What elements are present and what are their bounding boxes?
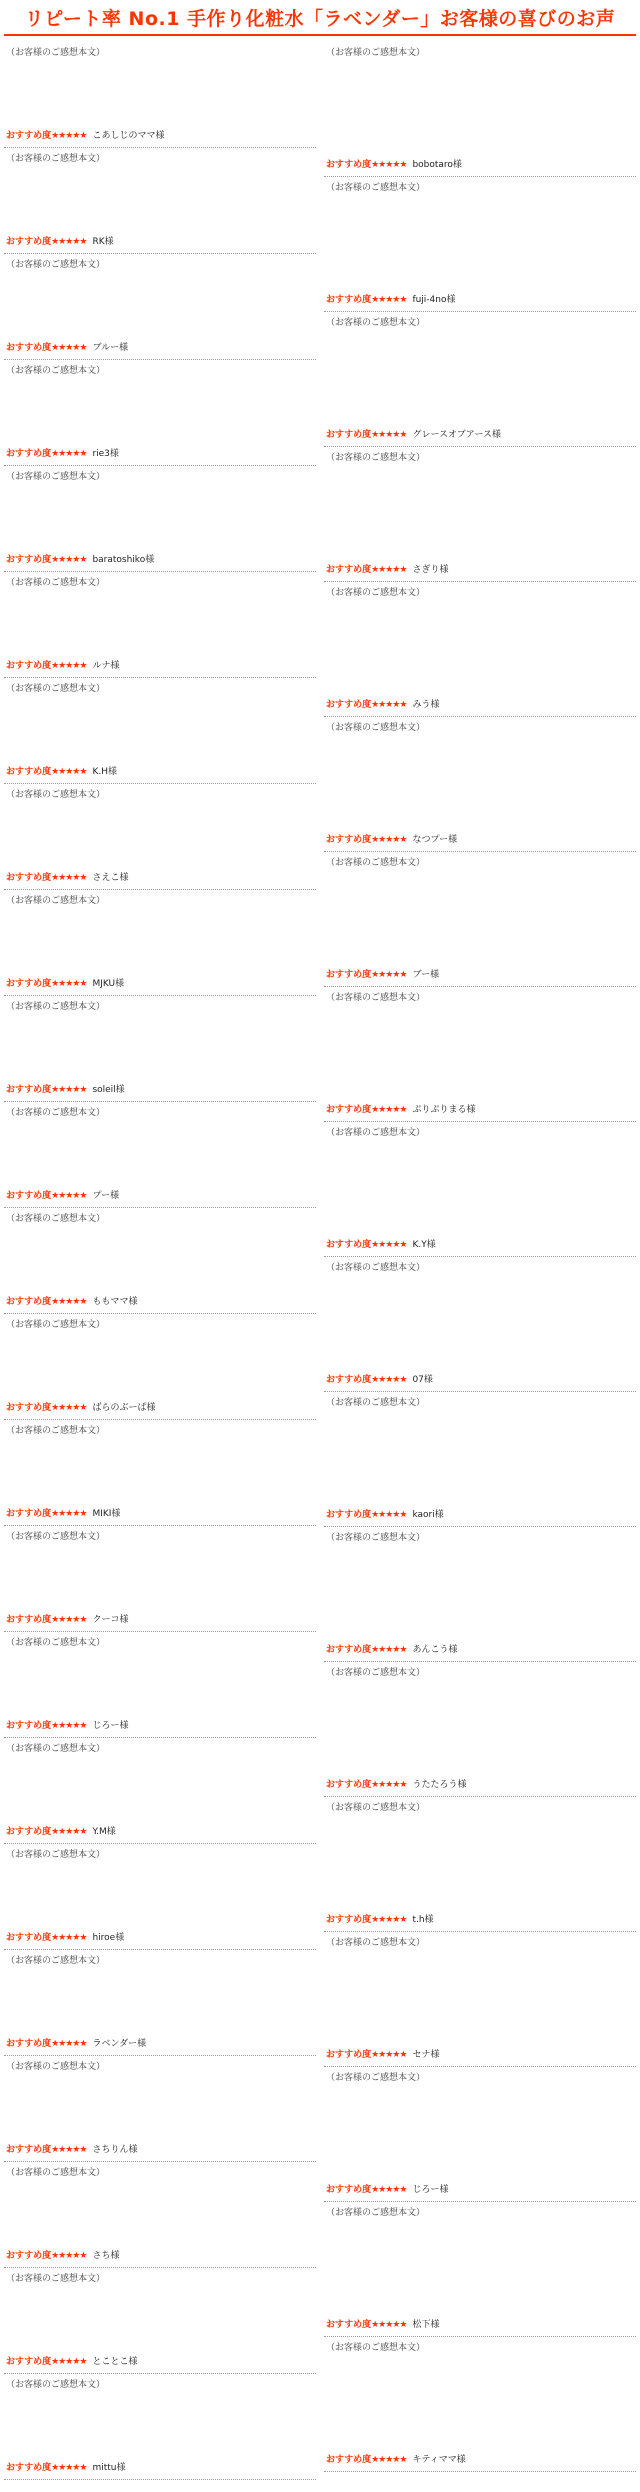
review-body: （お客様のご感想本文） bbox=[326, 1533, 426, 1543]
review-item bbox=[324, 1932, 636, 2067]
star-rating-icon: ★★★★★ bbox=[371, 700, 407, 710]
review-item bbox=[4, 1526, 316, 1632]
review-item bbox=[4, 2162, 316, 2268]
reviewer-name: なつプー様 bbox=[412, 835, 458, 845]
review-body: （お客様のご感想本文） bbox=[6, 1002, 106, 1012]
review-item bbox=[4, 2268, 316, 2374]
review-body: （お客様のご感想本文） bbox=[6, 790, 106, 800]
review-meta bbox=[326, 428, 634, 442]
review-meta bbox=[6, 1719, 314, 1733]
star-rating-icon: ★★★★★ bbox=[51, 237, 87, 247]
reviewer-name: ばらのぶーぱ様 bbox=[92, 1403, 156, 1413]
review-meta bbox=[6, 1825, 314, 1839]
reviewer-name: クーコ様 bbox=[92, 1615, 129, 1625]
review-body: （お客様のご感想本文） bbox=[326, 1128, 426, 1138]
review-item bbox=[324, 2202, 636, 2337]
rating-label: おすすめ度 bbox=[326, 1915, 372, 1925]
star-rating-icon: ★★★★★ bbox=[51, 1721, 87, 1731]
right-column bbox=[324, 42, 636, 2480]
rating-label: おすすめ度 bbox=[6, 2357, 52, 2367]
review-item bbox=[4, 1844, 316, 1950]
review-item bbox=[4, 42, 316, 148]
star-rating-icon: ★★★★★ bbox=[371, 835, 407, 845]
review-body: （お客様のご感想本文） bbox=[6, 896, 106, 906]
review-meta bbox=[326, 2453, 634, 2467]
rating-label: おすすめ度 bbox=[326, 2320, 372, 2330]
star-rating-icon: ★★★★★ bbox=[51, 555, 87, 565]
review-body: （お客様のご感想本文） bbox=[326, 183, 426, 193]
review-meta bbox=[326, 968, 634, 982]
review-meta bbox=[326, 1778, 634, 1792]
reviewer-name: ルナ様 bbox=[92, 661, 120, 671]
reviewer-name: kaori様 bbox=[412, 1510, 444, 1520]
rating-label: おすすめ度 bbox=[326, 2455, 372, 2465]
review-meta bbox=[6, 553, 314, 567]
reviewer-name: Y.M様 bbox=[92, 1827, 116, 1837]
review-meta bbox=[6, 2037, 314, 2051]
review-body: （お客様のご感想本文） bbox=[326, 2073, 426, 2083]
review-body: （お客様のご感想本文） bbox=[6, 1108, 106, 1118]
reviewer-name: じろー様 bbox=[412, 2185, 449, 2195]
review-item bbox=[324, 2067, 636, 2202]
rating-label: おすすめ度 bbox=[326, 970, 372, 980]
review-meta bbox=[6, 1507, 314, 1521]
review-meta bbox=[6, 871, 314, 885]
review-meta bbox=[6, 129, 314, 143]
reviewer-name: baratoshiko様 bbox=[92, 555, 155, 565]
reviewer-name: fuji-4no様 bbox=[412, 295, 456, 305]
review-body: （お客様のご感想本文） bbox=[6, 472, 106, 482]
page-title: リピート率 No.1 手作り化粧水「ラベンダー」お客様の喜びのお声 bbox=[4, 0, 636, 36]
rating-label: おすすめ度 bbox=[326, 2050, 372, 2060]
star-rating-icon: ★★★★★ bbox=[51, 1297, 87, 1307]
review-meta bbox=[326, 2183, 634, 2197]
star-rating-icon: ★★★★★ bbox=[371, 2050, 407, 2060]
reviewer-name: こあしじのママ様 bbox=[92, 131, 165, 141]
rating-label: おすすめ度 bbox=[326, 430, 372, 440]
review-meta bbox=[6, 1083, 314, 1097]
rating-label: おすすめ度 bbox=[6, 1403, 52, 1413]
review-meta bbox=[6, 659, 314, 673]
rating-label: おすすめ度 bbox=[6, 2145, 52, 2155]
star-rating-icon: ★★★★★ bbox=[51, 1933, 87, 1943]
reviewer-name: とことこ様 bbox=[92, 2357, 138, 2367]
review-item bbox=[324, 1122, 636, 1257]
rating-label: おすすめ度 bbox=[6, 1085, 52, 1095]
rating-label: おすすめ度 bbox=[326, 1375, 372, 1385]
star-rating-icon: ★★★★★ bbox=[51, 1827, 87, 1837]
review-item bbox=[4, 2374, 316, 2480]
rating-label: おすすめ度 bbox=[6, 1615, 52, 1625]
rating-label: おすすめ度 bbox=[6, 661, 52, 671]
rating-label: おすすめ度 bbox=[326, 1645, 372, 1655]
review-meta bbox=[326, 1238, 634, 1252]
review-item bbox=[4, 1950, 316, 2056]
review-meta bbox=[6, 977, 314, 991]
review-item bbox=[4, 890, 316, 996]
rating-label: おすすめ度 bbox=[6, 449, 52, 459]
rating-label: おすすめ度 bbox=[326, 1105, 372, 1115]
review-item bbox=[4, 1314, 316, 1420]
star-rating-icon: ★★★★★ bbox=[51, 343, 87, 353]
reviewer-name: うたたろう様 bbox=[412, 1780, 467, 1790]
review-body: （お客様のご感想本文） bbox=[326, 723, 426, 733]
star-rating-icon: ★★★★★ bbox=[51, 1509, 87, 1519]
review-meta bbox=[6, 1295, 314, 1309]
rating-label: おすすめ度 bbox=[6, 2039, 52, 2049]
rating-label: おすすめ度 bbox=[6, 1933, 52, 1943]
star-rating-icon: ★★★★★ bbox=[51, 1403, 87, 1413]
rating-label: おすすめ度 bbox=[326, 835, 372, 845]
review-body: （お客様のご感想本文） bbox=[6, 48, 106, 58]
star-rating-icon: ★★★★★ bbox=[51, 2145, 87, 2155]
review-meta bbox=[326, 1103, 634, 1117]
review-item bbox=[4, 148, 316, 254]
reviewer-name: rie3様 bbox=[92, 449, 119, 459]
star-rating-icon: ★★★★★ bbox=[51, 1085, 87, 1095]
review-body: （お客様のご感想本文） bbox=[326, 48, 426, 58]
review-item bbox=[324, 2337, 636, 2472]
reviewer-name: ぷりぷりまる様 bbox=[412, 1105, 476, 1115]
rating-label: おすすめ度 bbox=[6, 2463, 52, 2473]
review-item bbox=[4, 466, 316, 572]
star-rating-icon: ★★★★★ bbox=[51, 1615, 87, 1625]
review-body: （お客様のご感想本文） bbox=[6, 1956, 106, 1966]
review-item bbox=[4, 678, 316, 784]
review-item bbox=[324, 312, 636, 447]
review-meta bbox=[326, 2048, 634, 2062]
reviewer-name: さぎり様 bbox=[412, 565, 449, 575]
reviewer-name: さえこ様 bbox=[92, 873, 129, 883]
review-item bbox=[4, 1738, 316, 1844]
review-item bbox=[324, 987, 636, 1122]
review-meta bbox=[326, 1508, 634, 1522]
review-meta bbox=[6, 235, 314, 249]
star-rating-icon: ★★★★★ bbox=[371, 2185, 407, 2195]
review-body: （お客様のご感想本文） bbox=[6, 1744, 106, 1754]
review-body: （お客様のご感想本文） bbox=[326, 993, 426, 1003]
review-body: （お客様のご感想本文） bbox=[6, 1638, 106, 1648]
rating-label: おすすめ度 bbox=[326, 1510, 372, 1520]
review-body: （お客様のご感想本文） bbox=[326, 2343, 426, 2353]
review-item bbox=[4, 784, 316, 890]
star-rating-icon: ★★★★★ bbox=[371, 1375, 407, 1385]
review-body: （お客様のご感想本文） bbox=[6, 154, 106, 164]
star-rating-icon: ★★★★★ bbox=[371, 1645, 407, 1655]
review-meta bbox=[6, 1931, 314, 1945]
reviewer-name: MJKU様 bbox=[92, 979, 125, 989]
rating-label: おすすめ度 bbox=[6, 873, 52, 883]
review-meta bbox=[326, 563, 634, 577]
reviewer-name: RK様 bbox=[92, 237, 114, 247]
rating-label: おすすめ度 bbox=[6, 1509, 52, 1519]
review-body: （お客様のご感想本文） bbox=[326, 318, 426, 328]
star-rating-icon: ★★★★★ bbox=[371, 1105, 407, 1115]
review-body: （お客様のご感想本文） bbox=[6, 260, 106, 270]
review-meta bbox=[326, 158, 634, 172]
star-rating-icon: ★★★★★ bbox=[371, 2320, 407, 2330]
review-body: （お客様のご感想本文） bbox=[6, 2380, 106, 2390]
rating-label: おすすめ度 bbox=[326, 295, 372, 305]
star-rating-icon: ★★★★★ bbox=[51, 2357, 87, 2367]
review-meta bbox=[6, 341, 314, 355]
review-item bbox=[324, 1392, 636, 1527]
review-item bbox=[324, 1797, 636, 1932]
review-meta bbox=[326, 1643, 634, 1657]
rating-label: おすすめ度 bbox=[6, 555, 52, 565]
review-body: （お客様のご感想本文） bbox=[326, 453, 426, 463]
reviewer-name: hiroe様 bbox=[92, 1933, 125, 1943]
star-rating-icon: ★★★★★ bbox=[371, 1915, 407, 1925]
review-item bbox=[4, 572, 316, 678]
star-rating-icon: ★★★★★ bbox=[371, 1780, 407, 1790]
reviews-container bbox=[4, 42, 636, 2480]
review-body: （お客様のご感想本文） bbox=[326, 1398, 426, 1408]
rating-label: おすすめ度 bbox=[6, 767, 52, 777]
review-body: （お客様のご感想本文） bbox=[6, 1320, 106, 1330]
rating-label: おすすめ度 bbox=[6, 1297, 52, 1307]
review-body: （お客様のご感想本文） bbox=[326, 588, 426, 598]
review-meta bbox=[326, 1373, 634, 1387]
rating-label: おすすめ度 bbox=[326, 700, 372, 710]
star-rating-icon: ★★★★★ bbox=[51, 2251, 87, 2261]
rating-label: おすすめ度 bbox=[6, 979, 52, 989]
reviewer-name: K.Y様 bbox=[412, 1240, 436, 1250]
reviewer-name: プー様 bbox=[92, 1191, 120, 1201]
reviewer-name: あんこう様 bbox=[412, 1645, 458, 1655]
reviewer-name: セナ様 bbox=[412, 2050, 440, 2060]
review-body: （お客様のご感想本文） bbox=[326, 858, 426, 868]
star-rating-icon: ★★★★★ bbox=[51, 449, 87, 459]
review-meta bbox=[326, 698, 634, 712]
review-body: （お客様のご感想本文） bbox=[326, 1668, 426, 1678]
review-item bbox=[324, 717, 636, 852]
star-rating-icon: ★★★★★ bbox=[371, 295, 407, 305]
review-item bbox=[4, 996, 316, 1102]
rating-label: おすすめ度 bbox=[6, 343, 52, 353]
star-rating-icon: ★★★★★ bbox=[371, 970, 407, 980]
review-item bbox=[4, 1208, 316, 1314]
star-rating-icon: ★★★★★ bbox=[371, 565, 407, 575]
review-body: （お客様のご感想本文） bbox=[6, 1850, 106, 1860]
star-rating-icon: ★★★★★ bbox=[51, 767, 87, 777]
reviewer-name: K.H様 bbox=[92, 767, 117, 777]
star-rating-icon: ★★★★★ bbox=[51, 873, 87, 883]
review-item bbox=[324, 177, 636, 312]
review-item bbox=[324, 42, 636, 177]
star-rating-icon: ★★★★★ bbox=[51, 131, 87, 141]
review-body: （お客様のご感想本文） bbox=[6, 1426, 106, 1436]
review-meta bbox=[326, 833, 634, 847]
review-body: （お客様のご感想本文） bbox=[326, 2208, 426, 2218]
review-body: （お客様のご感想本文） bbox=[6, 578, 106, 588]
review-item bbox=[4, 1632, 316, 1738]
star-rating-icon: ★★★★★ bbox=[51, 2463, 87, 2473]
reviewer-name: 07様 bbox=[412, 1375, 433, 1385]
review-item bbox=[4, 1102, 316, 1208]
review-body: （お客様のご感想本文） bbox=[6, 2062, 106, 2072]
reviewer-name: じろー様 bbox=[92, 1721, 129, 1731]
review-item bbox=[4, 2056, 316, 2162]
rating-label: おすすめ度 bbox=[6, 1721, 52, 1731]
reviewer-name: mittu様 bbox=[92, 2463, 126, 2473]
review-item bbox=[324, 1662, 636, 1797]
review-item bbox=[324, 852, 636, 987]
rating-label: おすすめ度 bbox=[6, 1191, 52, 1201]
star-rating-icon: ★★★★★ bbox=[371, 2455, 407, 2465]
review-meta bbox=[326, 293, 634, 307]
review-body: （お客様のご感想本文） bbox=[326, 1938, 426, 1948]
review-meta bbox=[6, 765, 314, 779]
star-rating-icon: ★★★★★ bbox=[51, 979, 87, 989]
review-meta bbox=[6, 1189, 314, 1203]
review-meta bbox=[6, 2143, 314, 2157]
review-body: （お客様のご感想本文） bbox=[6, 2274, 106, 2284]
review-item bbox=[324, 1257, 636, 1392]
review-body: （お客様のご感想本文） bbox=[326, 1263, 426, 1273]
reviewer-name: ももママ様 bbox=[92, 1297, 138, 1307]
reviewer-name: MIKI様 bbox=[92, 1509, 121, 1519]
review-body: （お客様のご感想本文） bbox=[6, 1214, 106, 1224]
review-meta bbox=[6, 447, 314, 461]
review-item bbox=[4, 1420, 316, 1526]
star-rating-icon: ★★★★★ bbox=[371, 1240, 407, 1250]
reviewer-name: ラベンダー様 bbox=[92, 2039, 147, 2049]
review-meta bbox=[326, 2318, 634, 2332]
star-rating-icon: ★★★★★ bbox=[51, 1191, 87, 1201]
review-body: （お客様のご感想本文） bbox=[6, 366, 106, 376]
review-item bbox=[4, 254, 316, 360]
reviewer-name: soleil様 bbox=[92, 1085, 125, 1095]
rating-label: おすすめ度 bbox=[326, 565, 372, 575]
reviewer-name: ブルー様 bbox=[92, 343, 129, 353]
star-rating-icon: ★★★★★ bbox=[51, 2039, 87, 2049]
reviewer-name: ブー様 bbox=[412, 970, 440, 980]
review-meta bbox=[326, 1913, 634, 1927]
reviewer-name: みう様 bbox=[412, 700, 440, 710]
star-rating-icon: ★★★★★ bbox=[371, 430, 407, 440]
rating-label: おすすめ度 bbox=[6, 131, 52, 141]
reviewer-name: キティママ様 bbox=[412, 2455, 466, 2465]
review-body: （お客様のご感想本文） bbox=[6, 684, 106, 694]
rating-label: おすすめ度 bbox=[6, 237, 52, 247]
review-meta bbox=[6, 2249, 314, 2263]
review-meta bbox=[6, 2355, 314, 2369]
star-rating-icon: ★★★★★ bbox=[371, 160, 407, 170]
reviewer-name: さち様 bbox=[92, 2251, 120, 2261]
review-body: （お客様のご感想本文） bbox=[6, 2168, 106, 2178]
review-body: （お客様のご感想本文） bbox=[6, 1532, 106, 1542]
reviewer-name: bobotaro様 bbox=[412, 160, 462, 170]
rating-label: おすすめ度 bbox=[6, 1827, 52, 1837]
reviewer-name: 松下様 bbox=[412, 2320, 440, 2330]
reviewer-name: t.h様 bbox=[412, 1915, 434, 1925]
rating-label: おすすめ度 bbox=[326, 160, 372, 170]
reviewer-name: さちりん様 bbox=[92, 2145, 138, 2155]
rating-label: おすすめ度 bbox=[326, 2185, 372, 2195]
review-meta bbox=[6, 1613, 314, 1627]
rating-label: おすすめ度 bbox=[326, 1780, 372, 1790]
review-item bbox=[324, 1527, 636, 1662]
review-item bbox=[324, 447, 636, 582]
star-rating-icon: ★★★★★ bbox=[371, 1510, 407, 1520]
review-item bbox=[4, 360, 316, 466]
review-meta bbox=[6, 1401, 314, 1415]
review-meta bbox=[6, 2461, 314, 2475]
rating-label: おすすめ度 bbox=[6, 2251, 52, 2261]
review-item bbox=[324, 582, 636, 717]
rating-label: おすすめ度 bbox=[326, 1240, 372, 1250]
star-rating-icon: ★★★★★ bbox=[51, 661, 87, 671]
left-column bbox=[4, 42, 316, 2480]
reviewer-name: グレースオブアース様 bbox=[412, 430, 501, 440]
review-body: （お客様のご感想本文） bbox=[326, 1803, 426, 1813]
